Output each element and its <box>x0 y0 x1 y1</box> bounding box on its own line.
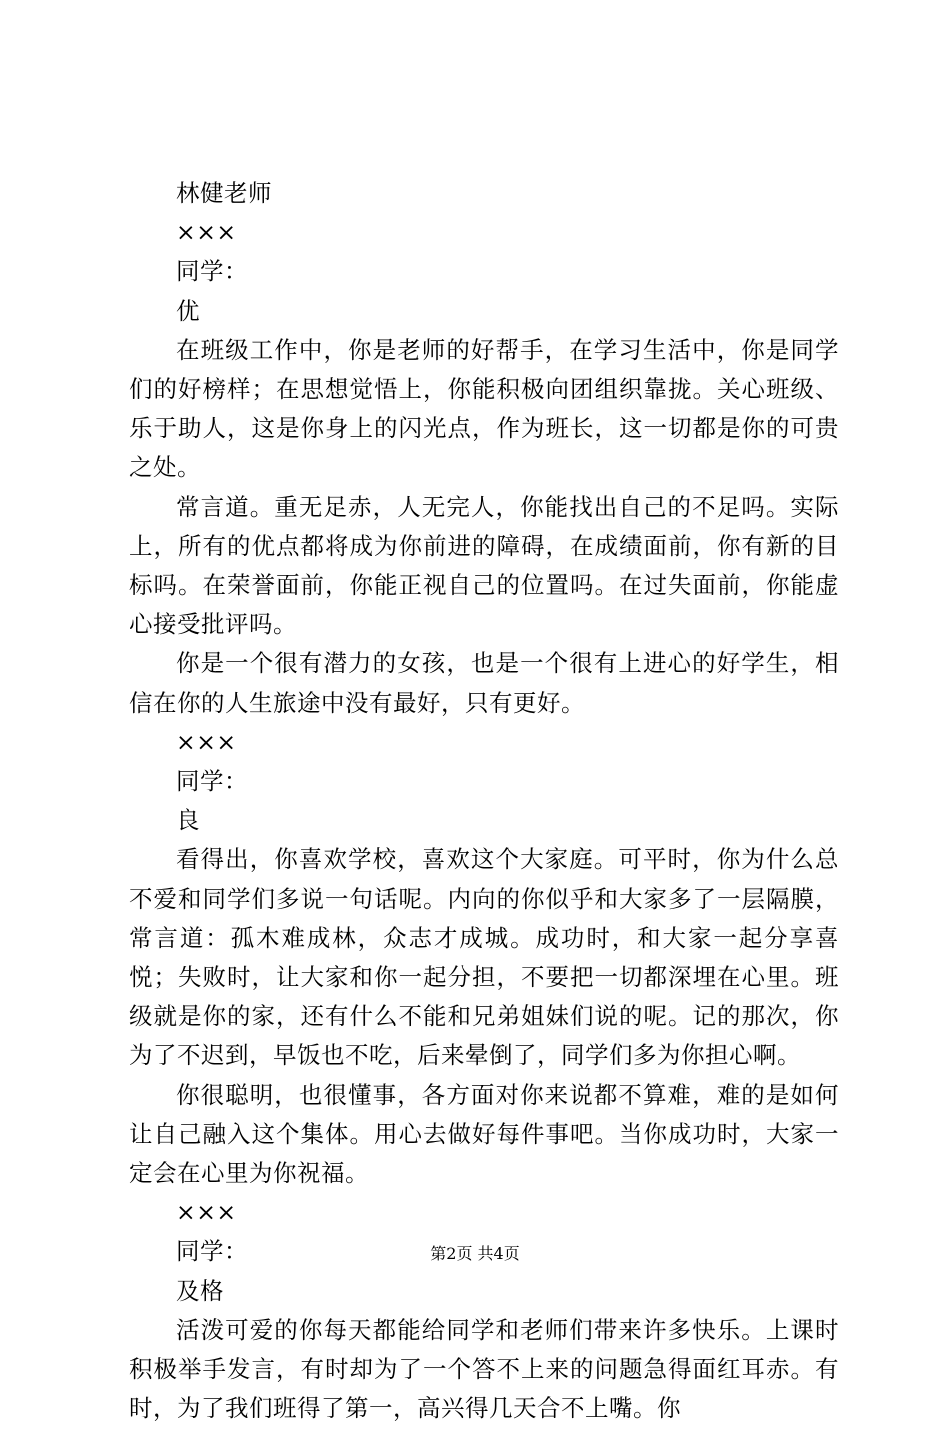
comment-paragraph: 常言道。重无足赤，人无完人，你能找出自己的不足吗。实际上，所有的优点都将成为你前进的障碍，在成绩面前，你有新的目标吗。在荣誉面前，你能正视自己的位置吗。在过失面前，你能虚心接受批评吗。 <box>129 492 839 639</box>
grade-label: 优 <box>176 296 200 325</box>
student-name: ××× <box>176 727 237 756</box>
comment-paragraph: 你很聪明，也很懂事，各方面对你来说都不算难，难的是如何让自己融入这个集体。用心去做好每件事吧。当你成功时，大家一定会在心里为你祝福。 <box>129 1080 839 1188</box>
document-body <box>129 174 839 1429</box>
teacher-name: 林健老师 <box>176 179 272 207</box>
salutation: 同学： <box>176 257 248 286</box>
salutation: 同学： <box>176 1237 248 1266</box>
comment-paragraph: 在班级工作中，你是老师的好帮手，在学习生活中，你是同学们的好榜样；在思想觉悟上，你能积极向团组织靠拢。关心班级、乐于助人，这是你身上的闪光点，作为班长，这一切都是你的可贵之处。 <box>129 335 839 482</box>
grade-label: 及格 <box>176 1276 224 1305</box>
comment-paragraph: 你是一个很有潜力的女孩，也是一个很有上进心的好学生，相信在你的人生旅途中没有最好，只有更好。 <box>129 649 839 717</box>
student-name: ××× <box>176 218 237 247</box>
comment-paragraph: 看得出，你喜欢学校，喜欢这个大家庭。可平时，你为什么总不爱和同学们多说一句话呢。内向的你似乎和大家多了一层隔膜，常言道：孤木难成林，众志才成城。成功时，和大家一起分享喜悦；失败时，让大家和你一起分担，不要把一切都深埋在心里。班级就是你的家，还有什么不能和兄弟姐妹们说的呢。记的那次，你为了不迟到，早饭也不吃，后来晕倒了，同学们多为你担心啊。 <box>129 845 839 1070</box>
student-name: ××× <box>176 1198 237 1227</box>
comment-paragraph: 活泼可爱的你每天都能给同学和老师们带来许多快乐。上课时积极举手发言，有时却为了一个答不上来的问题急得面红耳赤。有时，为了我们班得了第一，高兴得几天合不上嘴。你 <box>129 1315 839 1423</box>
grade-label: 良 <box>176 806 200 835</box>
page-number-footer: 第2页 共4页 <box>430 1244 520 1263</box>
salutation: 同学： <box>176 767 248 796</box>
